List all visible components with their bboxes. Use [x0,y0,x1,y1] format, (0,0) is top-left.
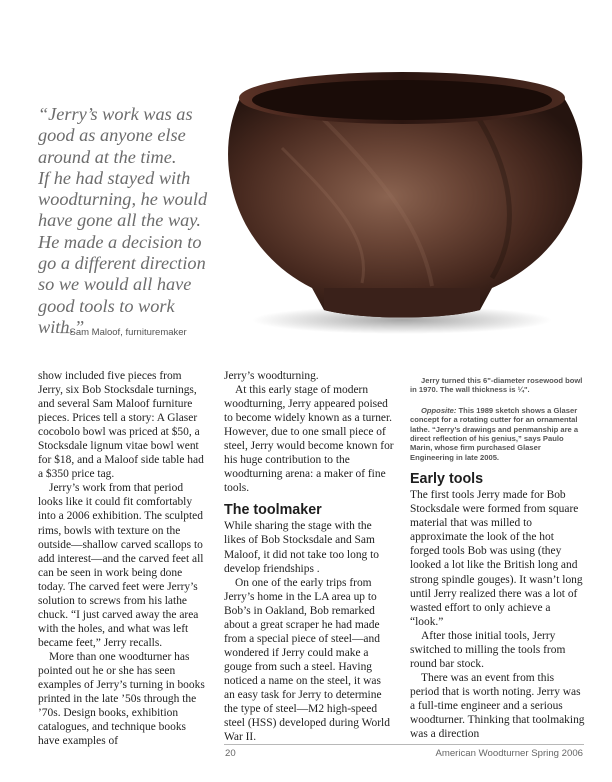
paragraph: At this early stage of modern woodturning, Jerry appeared poised to become widely known as a turner. However, due to one small piece of steel, Jerry would become known for his huge contribution to the woodturning arena: a maker of fine tools. [224,384,394,495]
pull-quote-line: around at the time. [38,146,177,167]
pull-quote-line: good as anyone else [38,125,186,146]
sketch-caption [410,406,585,462]
pull-quote [38,104,238,338]
paragraph: The first tools Jerry made for Bob Stocksdale were formed from square material that was milled to approximate the look of the hot forged tools Bob was using (they looked a lot like the British long and strong spindle gouges). It wasn’t long until Jerry realized there was a lot of wasted effort to only achieve a “look.” [410,489,583,628]
pull-quote-line: woodturning, he would [38,189,208,210]
paragraph: On one of the early trips from Jerry’s home in the LA area up to Bob’s in Oakland, Bob remarked about a great scraper he had made from a special piece of steel—and wondered if Jerry could make a gouge from such a steel. Having noticed a name on the steel, it was an easy task for Jerry to determine the type of steel—M2 high-speed steel (HSS) developed during World War II. [224,576,390,744]
pull-quote-line: good tools to work [38,295,175,316]
caption-text: This 1989 sketch shows a Glaser concept for a rotating cutter for an ornamental lathe. “Jerry’s drawings and penmanship are a direct reflection of his genius,” says Paulo Marin, whose firm purchased Glaser Engineering in late 2005. [410,405,579,462]
pull-quote-line: with.” [38,316,85,337]
article-column-1 [38,369,208,748]
quote-attribution: —Sam Maloof, furnituremaker [60,327,187,338]
caption-label: Opposite: [421,405,457,415]
pull-quote-line: He made a decision to [38,231,202,252]
paragraph: show included five pieces from Jerry, six Bob Stocksdale turnings, and several Sam Maloof furniture pieces. Prices tell a story: A Glaser cocobolo bowl was priced at $50, a Stocksdale lignum vitae bowl went for $18, and a Maloof side table had a $350 price tag. [38,370,204,481]
pull-quote-line: If he had stayed with [38,167,191,188]
paragraph: After those initial tools, Jerry switched to milling the tools from round bar stock. [410,629,566,670]
pull-quote-line: go a different direction [38,253,206,274]
article-column-2 [224,369,394,744]
paragraph: Jerry’s work from that period looks like it could fit comfortably into a 2006 exhibition. The sculpted rims, bowls with texture on the outside—shallow carved scallops to add interest—and the carved feet all can be seen in work being done today. The carved feet were Jerry’s solution to screws from his lathe chuck. “I just carved away the area with the holes, and what was left became feet,” Jerry recalls. [38,482,204,649]
photo-caption: Jerry turned this 6"-diameter rosewood bowl in 1970. The wall thickness is ¼". [410,376,583,395]
article-column-3 [410,376,585,741]
pull-quote-line: “Jerry’s work was as [38,104,193,124]
paragraph: While sharing the stage with the likes of Bob Stocksdale and Sam Maloof, it did not take too long to develop friendships . [224,520,380,575]
paragraph: More than one woodturner has pointed out he or she has seen examples of Jerry’s turning in books printed in the late ’50s through the ’70s. Design books, exhibition catalogues, and technique books have examples of [38,650,205,748]
section-heading-toolmaker: The toolmaker [224,502,322,519]
paragraph: There was an event from this period that is worth noting. Jerry was a full-time engineer and a serious woodturner. Thinking that toolmaking was a direction [410,671,585,741]
section-heading-early-tools: Early tools [410,471,484,488]
pull-quote-line: have gone all the way. [38,210,201,231]
page-number: 20 [225,748,236,759]
footer-rule [224,744,584,745]
publication-footer: American Woodturner Spring 2006 [435,748,583,759]
bowl-photo [212,38,612,338]
pull-quote-line: so we would all have [38,274,192,295]
paragraph: Jerry’s woodturning. [224,370,319,382]
